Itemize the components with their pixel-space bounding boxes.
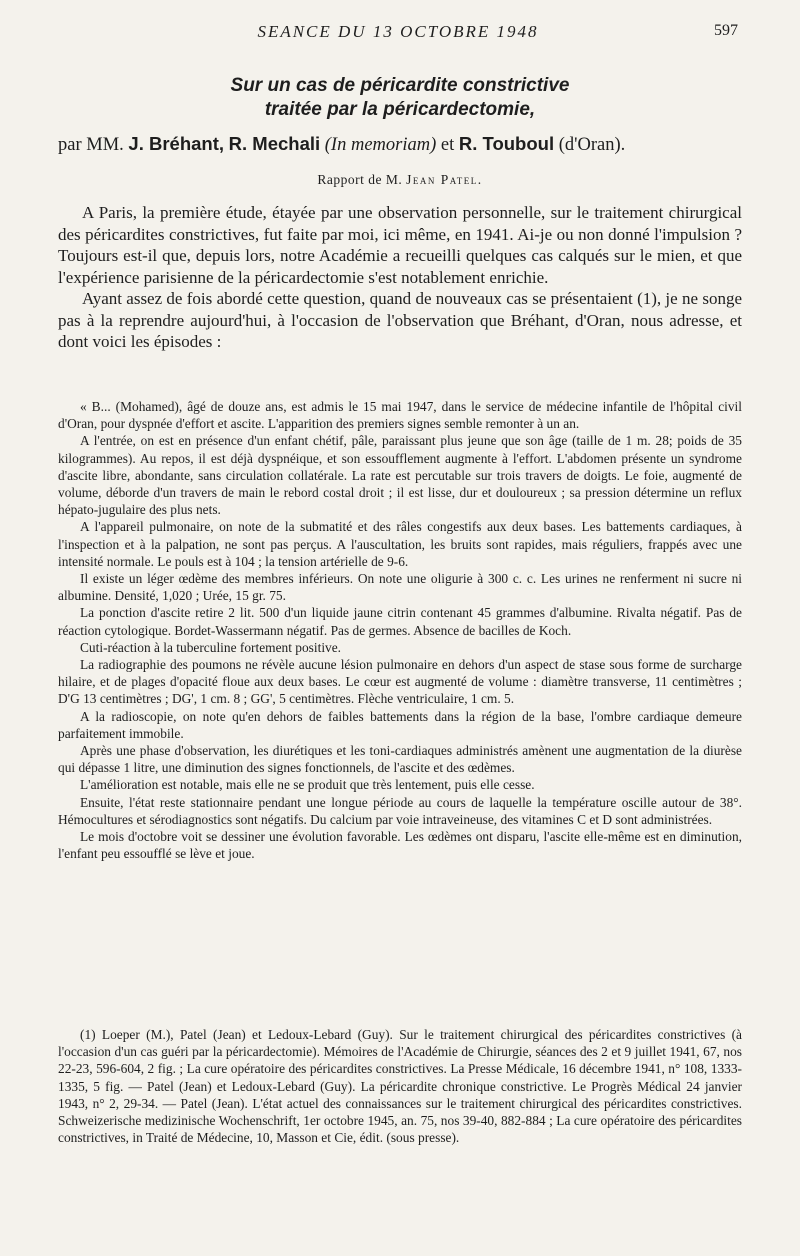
observation-paragraph: L'amélioration est notable, mais elle ne se produit que très lentement, puis elle cesse. bbox=[80, 777, 535, 793]
author-mechali: R. Mechali bbox=[228, 133, 321, 154]
observation-paragraph: Il existe un léger œdème des membres inférieurs. On note une oligurie à 300 c. c. Les urines ne renferment ni sucre ni albumine. Densité, 1,020 ; Urée, 15 gr. 75. bbox=[58, 571, 742, 604]
author-line bbox=[58, 132, 742, 157]
observation-paragraph: A la radioscopie, on note qu'en dehors de faibles battements dans la région de la base, l'ombre cardiaque demeure parfaitement immobile. bbox=[58, 708, 742, 741]
title-line-2: traitée par la péricardectomie, bbox=[264, 99, 536, 120]
authors-conjunction: et bbox=[440, 135, 455, 155]
rapporteur-prefix: Rapport de M. bbox=[317, 172, 403, 187]
in-memoriam-note: (In memoriam) bbox=[324, 135, 437, 155]
observation-paragraph: Après une phase d'observation, les diurétiques et les toni-cardiaques administrés amènent une augmentation de la diurèse qui dépasse 1 litre, une diminution des signes fonctionnels, de l'ascite et des œdèmes. bbox=[58, 743, 742, 776]
intro-paragraph: Ayant assez de fois abordé cette question, quand de nouveaux cas se présentaient (1), je ne songe pas à la reprendre aujourd'hui, à l'occasion de l'observation que Bréhant, d'Oran, nous adresse, et dont voici les épisodes : bbox=[58, 289, 742, 351]
rapporteur-line bbox=[0, 172, 800, 188]
observation-paragraph: La ponction d'ascite retire 2 lit. 500 d'un liquide jaune citrin contenant 45 grammes d'albumine. Rivalta négatif. Pas de réaction cytologique. Bordet-Wassermann négatif. Pas de germes. Absence de bacilles de Koch. bbox=[58, 605, 742, 638]
author-brehant: J. Bréhant, bbox=[128, 133, 225, 154]
observation-paragraph: La radiographie des poumons ne révèle aucune lésion pulmonaire en dehors d'un aspect de stase sous forme de surcharge hilaire, et de plages d'opacité floue aux deux bases. Le cœur est augmenté de volume : diamètre transverse, 11 centimètres ; D'G 13 centimètres ; DG', 1 cm. 8 ; GG', 5 centimètres. Flèche ventriculaire, 1 cm. 5. bbox=[58, 657, 742, 707]
title-line-1: Sur un cas de péricardite constrictive bbox=[230, 75, 570, 96]
observation-paragraph: Le mois d'octobre voit se dessiner une évolution favorable. Les œdèmes ont disparu, l'ascite elle-même est en diminution, l'enfant peu essoufflé se lève et joue. bbox=[58, 829, 742, 862]
observation-paragraph: Ensuite, l'état reste stationnaire pendant une longue période au cours de laquelle la température oscille autour de 38°. Hémocultures et sérodiagnostics sont négatifs. Du calcium par voie intraveineuse, des vitamines C et D sont administrées. bbox=[58, 794, 742, 827]
footnote-text: (1) Loeper (M.), Patel (Jean) et Ledoux-Lebard (Guy). Sur le traitement chirurgical des péricardites constrictives (à l'occasion d'un cas guéri par la péricardectomie). Mémoires de l'Académie de Chirurgie, séances des 2 et 9 juillet 1941, 67, nos 22-23, 596-604, 2 fig. ; La cure opératoire des péricardites constrictives. La Presse Médicale, 16 décembre 1941, n° 108, 1333-1335, 5 fig. — Patel (Jean) et Ledoux-Lebard (Guy). La péricardite chronique constrictive. Le Progrès Médical 24 janvier 1943, n° 2, 29-34. — Patel (Jean). L'état actuel des connaissances sur le traitement chirurgical des péricardites constrictives. Schweizerische medizinische Wochenschrift, 1er octobre 1945, an. 75, nos 39-40, 882-884 ; La cure opératoire des péricardites constrictives, in Traité de Médecine, 10, Masson et Cie, édit. (sous presse). bbox=[58, 1027, 742, 1146]
article-title bbox=[60, 74, 740, 122]
running-head-title: SEANCE DU 13 OCTOBRE 1948 bbox=[257, 22, 539, 41]
intro-paragraph: A Paris, la première étude, étayée par une observation personnelle, sur le traitement chirurgical des péricardites constrictives, fut faite par moi, ici même, en 1941. Ai-je ou non donné l'impulsion ? Toujours est-il que, depuis lors, notre Académie a recueilli quelques cas calqués sur le mien, et que l'expérience parisienne de la péricardectomie s'est notablement enrichie. bbox=[58, 203, 742, 287]
running-head bbox=[58, 22, 738, 44]
page-number: 597 bbox=[714, 22, 738, 39]
authors-place: (d'Oran). bbox=[558, 135, 626, 155]
clinical-observation bbox=[58, 398, 742, 862]
rapporteur-name: Jean Patel. bbox=[406, 172, 483, 187]
introduction bbox=[58, 202, 742, 353]
authors-prefix: par MM. bbox=[58, 135, 124, 155]
footnote bbox=[58, 1026, 742, 1146]
observation-paragraph: A l'entrée, on est en présence d'un enfant chétif, pâle, paraissant plus jeune que son âge (taille de 1 m. 28; poids de 35 kilogrammes). Au repos, il est déjà dyspnéique, et son essoufflement augmente à l'effort. L'abdomen présente un syndrome d'ascite libre, abondante, sans circulation collatérale. La rate est percutable sur trois travers de doigts. Le foie, augmenté de volume, déborde d'un travers de main le rebord costal droit ; il est lisse, dur et douloureux ; sa pression détermine un reflux hépato-jugulaire des plus nets. bbox=[58, 433, 742, 518]
observation-paragraph: Cuti-réaction à la tuberculine fortement positive. bbox=[80, 639, 342, 655]
observation-paragraph: « B... (Mohamed), âgé de douze ans, est admis le 15 mai 1947, dans le service de médecine infantile de l'hôpital civil d'Oran, pour dyspnée d'effort et ascite. L'apparition des premiers signes semble remonter à un an. bbox=[58, 399, 742, 432]
observation-paragraph: A l'appareil pulmonaire, on note de la submatité et des râles congestifs aux deux bases. Les battements cardiaques, à l'inspection et à la palpation, ne sont pas perçus. A l'auscultation, les bruits sont rapides, mais réguliers, frappés avec une intensité normale. Le pouls est à 104 ; la tension artérielle de 9-6. bbox=[58, 519, 742, 569]
author-touboul: R. Touboul bbox=[458, 133, 555, 154]
